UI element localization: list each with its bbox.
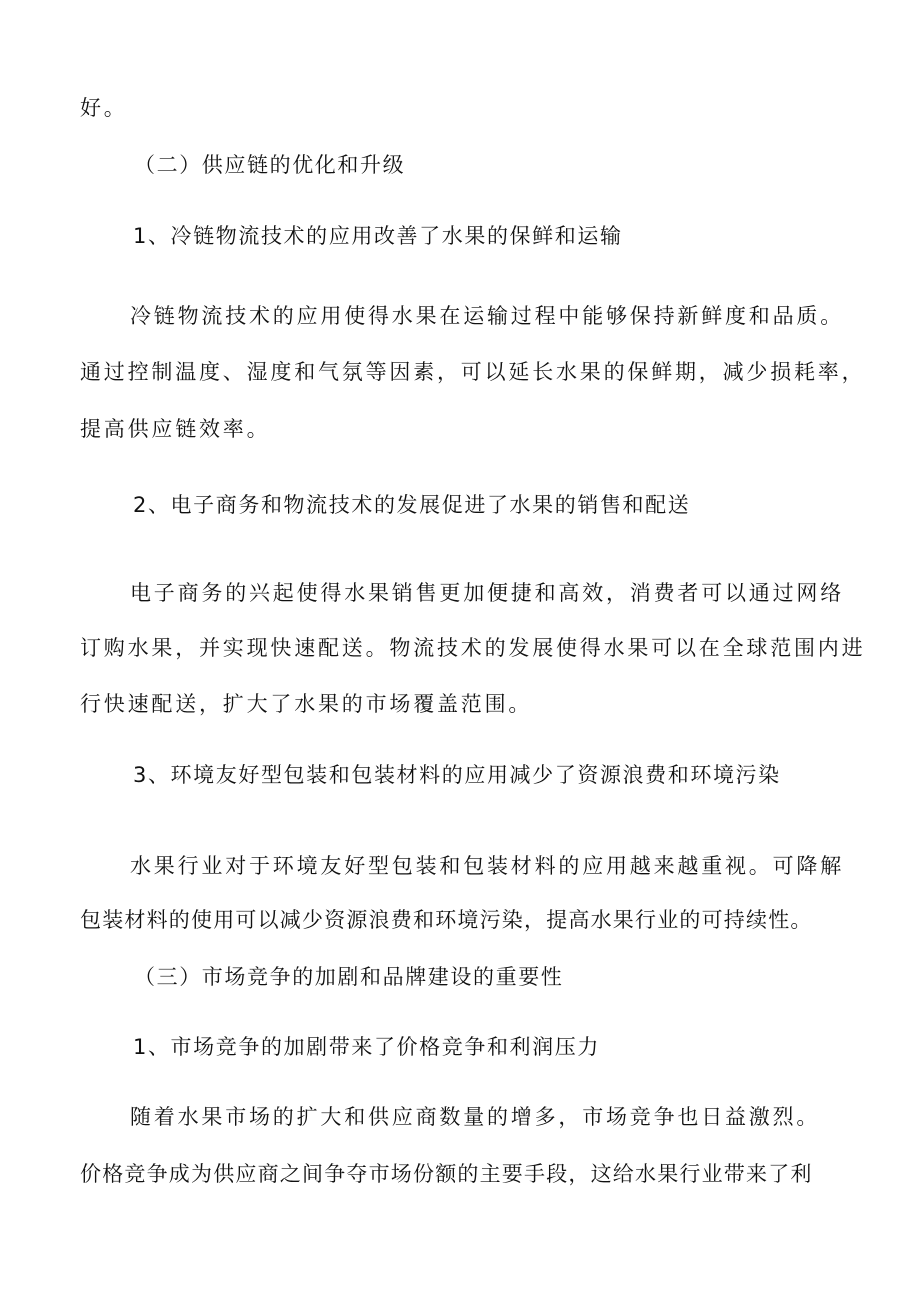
paragraph-line: 行快速配送，扩大了水果的市场覆盖范围。 <box>80 692 533 716</box>
section-heading-2: （二）供应链的优化和升级 <box>134 153 406 177</box>
paragraph-line: 电子商务的兴起使得水果销售更加便捷和高效，消费者可以通过网络 <box>130 581 844 605</box>
paragraph-line: 水果行业对于环境友好型包装和包装材料的应用越来越重视。可降解 <box>130 854 844 878</box>
paragraph-line: 订购水果，并实现快速配送。物流技术的发展使得水果可以在全球范围内进 <box>80 636 866 660</box>
subheading-2-2: 2、电子商务和物流技术的发展促进了水果的销售和配送 <box>133 493 691 517</box>
subheading-3-1: 1、市场竞争的加剧带来了价格竞争和利润压力 <box>133 1035 600 1059</box>
subheading-2-3: 3、环境友好型包装和包装材料的应用减少了资源浪费和环境污染 <box>133 763 781 787</box>
section-heading-3: （三）市场竞争的加剧和品牌建设的重要性 <box>134 965 564 989</box>
paragraph-line: 通过控制温度、湿度和气氛等因素，可以延长水果的保鲜期，减少损耗率， <box>80 360 866 384</box>
paragraph-line: 提高供应链效率。 <box>80 417 271 441</box>
paragraph-line: 价格竞争成为供应商之间争夺市场份额的主要手段，这给水果行业带来了利 <box>80 1162 813 1186</box>
paragraph-line: 随着水果市场的扩大和供应商数量的增多，市场竞争也日益激烈。 <box>130 1105 821 1129</box>
paragraph-line: 冷链物流技术的应用使得水果在运输过程中能够保持新鲜度和品质。 <box>130 304 844 328</box>
paragraph-continuation: 好。 <box>80 96 128 120</box>
subheading-2-1: 1、冷链物流技术的应用改善了水果的保鲜和运输 <box>133 224 623 248</box>
paragraph-line: 包装材料的使用可以减少资源浪费和环境污染，提高水果行业的可持续性。 <box>80 908 813 932</box>
